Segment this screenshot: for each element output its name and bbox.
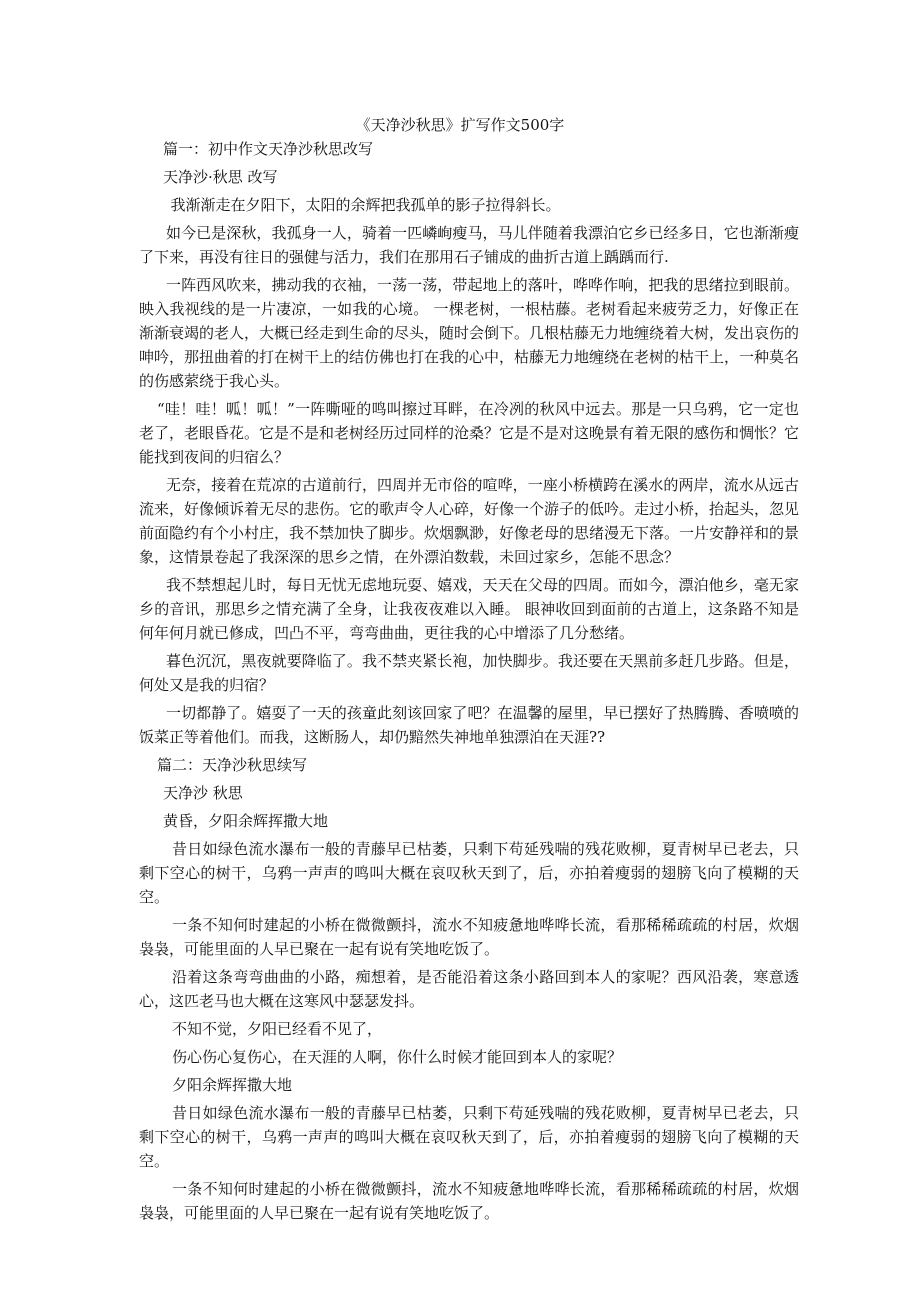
- paragraph: 我渐渐走在夕阳下，太阳的余辉把我孤单的影子拉得斜长。: [170, 196, 561, 214]
- document-body: [139, 137, 799, 1225]
- paragraph: 暮色沉沉，黑夜就要降临了。我不禁夹紧长袍，加快脚步。我还要在天黑前多赶几步路。但是，何处又是我的归宿？: [139, 652, 799, 694]
- paragraph: 一条不知何时建起的小桥在微微颤抖，流水不知疲惫地哗哗长流，看那稀稀疏疏的村居，炊烟袅袅，可能里面的人早已聚在一起有说有笑地吃饭了。: [139, 916, 799, 958]
- paragraph: 篇一：初中作文天净沙秋思改写: [163, 140, 374, 158]
- paragraph: 无奈，接着在荒凉的古道前行，四周并无市俗的喧哗，一座小桥横跨在溪水的两岸，流水从远古流来，好像倾诉着无尽的悲伤。它的歌声令人心碎，好像一个游子的低吟。走过小桥，抬起头，忽见前面隐约有个小村庄，我不禁加快了脚步。炊烟飘渺，好像老母的思绪漫无下落。一片安静祥和的景象，这情景卷起了我深深的思乡之情，在外漂泊数载，未回过家乡，怎能不思念？: [139, 476, 800, 566]
- paragraph: 昔日如绿色流水瀑布一般的青藤早已枯萎，只剩下苟延残喘的残花败柳，夏青树早已老去，只剩下空心的树干，乌鸦一声声的鸣叫大概在哀叹秋天到了，后，亦拍着瘦弱的翅膀飞向了模糊的天空。: [139, 1104, 799, 1170]
- paragraph: 夕阳余辉挥撒大地: [172, 1076, 293, 1094]
- paragraph: 沿着这条弯弯曲曲的小路，痴想着，是否能沿着这条小路回到本人的家呢？西风沿袭，寒意透心，这匹老马也大概在这寒风中瑟瑟发抖。: [139, 968, 799, 1010]
- paragraph: 一条不知何时建起的小桥在微微颤抖，流水不知疲惫地哗哗长流，看那稀稀疏疏的村居，炊烟袅袅，可能里面的人早已聚在一起有说有笑地吃饭了。: [139, 1180, 799, 1222]
- paragraph: 黄昏，夕阳余辉挥撒大地: [163, 812, 329, 830]
- paragraph: 一切都静了。嬉耍了一天的孩童此刻该回家了吧？在温馨的屋里，早已摆好了热腾腾、香喷喷的饭菜正等着他们。而我，这断肠人，却仍黯然失神地单独漂泊在天涯??: [139, 704, 799, 746]
- paragraph: 伤心伤心复伤心，在天涯的人啊，你什么时候才能回到本人的家呢？: [172, 1048, 623, 1066]
- paragraph: 篇二：天净沙秋思续写: [157, 756, 308, 774]
- document-title: 《天净沙秋思》扩写作文500字: [355, 116, 565, 134]
- paragraph: 天净沙 秋思: [163, 784, 243, 802]
- paragraph: 我不禁想起儿时，每日无忧无虑地玩耍、嬉戏，天天在父母的四周。而如今，漂泊他乡，毫无家乡的音讯，那思乡之情充满了全身，让我夜夜难以入睡。 眼神收回到面前的古道上，这条路不知是何年何月就已修成，凹凸不平，弯弯曲曲，更往我的心中增添了几分愁绪。: [139, 576, 799, 642]
- paragraph: 如今已是深秋，我孤身一人，骑着一匹嶙峋瘦马，马儿伴随着我漂泊它乡已经多日，它也渐渐瘦了下来，再没有往日的强健与活力，我们在那用石子铺成的曲折古道上踽踽而行.: [139, 224, 799, 266]
- paragraph: 天净沙·秋思 改写: [163, 168, 278, 186]
- paragraph: 不知不觉，夕阳已经看不见了，: [172, 1020, 383, 1038]
- paragraph: “哇！哇！呱！呱！”一阵嘶哑的鸣叫擦过耳畔，在冷冽的秋风中远去。那是一只乌鸦，它一定也老了，老眼昏花。它是不是和老树经历过同样的沧桑？它是不是对这晚景有着无限的感伤和惆怅？它能找到夜间的归宿么？: [139, 400, 800, 466]
- paragraph: 一阵西风吹来，拂动我的衣袖，一荡一荡，带起地上的落叶，哗哗作响，把我的思绪拉到眼前。映入我视线的是一片凄凉，一如我的心境。 一棵老树，一根枯藤。老树看起来疲劳乏力，好像正在渐渐衰竭的老人，大概已经走到生命的尽头，随时会倒下。几根枯藤无力地缠绕着大树，发出哀伤的呻吟，那扭曲着的打在树干上的结仿佛也打在我的心中，枯藤无力地缠绕在老树的枯干上，一种莫名的伤感萦绕于我心头。: [139, 276, 800, 390]
- paragraph: 昔日如绿色流水瀑布一般的青藤早已枯萎，只剩下苟延残喘的残花败柳，夏青树早已老去，只剩下空心的树干，乌鸦一声声的鸣叫大概在哀叹秋天到了，后，亦拍着瘦弱的翅膀飞向了模糊的天空。: [139, 840, 799, 906]
